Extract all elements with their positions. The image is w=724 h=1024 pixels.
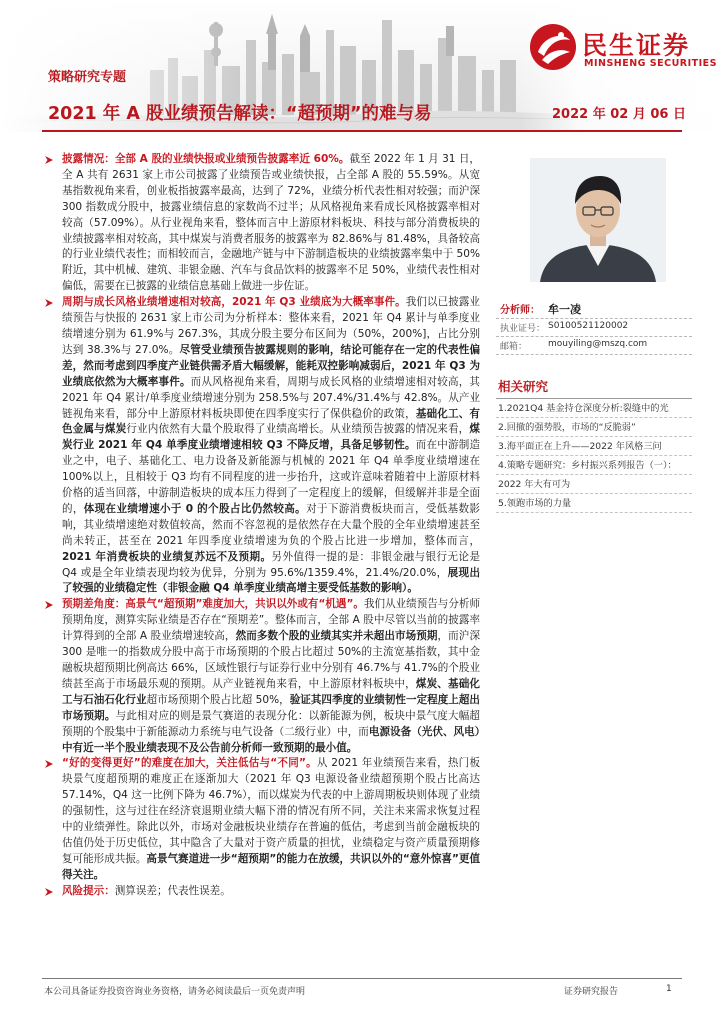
report-category: 策略研究专题 [48,70,127,85]
sidebar [496,152,692,513]
red-arrow-icon [44,298,54,308]
footer-report-type: 证券研究报告 [564,987,619,997]
body-text: 对于下游消费板块而言，受低基数影响，其业绩增速绝对数值较高，然而不容忽视的是依然存在大量个股的全年业绩增速甚至尚未转正，甚至在 2021 年四季度业绩增速为负的个股占比进一步增加，整体而言， [62,502,480,547]
emphasis-text: 展现出了较强的业绩稳定性（非银金融 Q4 单季度业绩高增主要受低基数的影响）。 [62,566,480,595]
red-arrow-icon [44,887,54,897]
red-arrow-icon [44,759,54,769]
summary-section-growth [42,295,480,597]
emphasis-text: 尽管受业绩预告披露规则的影响，结论可能存在一定的代表性偏差，然而考虑到四季度产业链供需矛盾大幅缓解，能耗双控影响减弱后，2021 年 Q3 为业绩底依然为大概率事件。 [62,343,480,388]
cert-number: S0100521120002 [548,321,629,331]
body-text: 行业内依然有大量个股取得了业绩高增长。从业绩预告披露的情况来看， [126,423,470,436]
body-text: 测算误差；代表性误差。 [114,884,231,897]
emphasis-text: 煤炭行业 2021 年 Q4 单季度业绩增速相较 Q3 不降反增，具备足够韧性。 [62,423,480,452]
summary-section-expectation-gap [42,597,480,756]
emphasis-text: 然而多数个股的业绩其实并未超出市场预期 [235,630,438,643]
related-research-heading: 相关研究 [496,377,692,399]
body-text: 另外值得一提的是：非银金融与银行无论是 Q4 或是全年业绩表现均较为优异，分别为 95.6%/1359.4%，21.4%/20.0%， [62,550,480,579]
minsheng-logo [528,22,717,74]
emphasis-text: 电源设备（光伏、风电）中有近一半个股业绩表现不及公告前分析师一致预期的最小值。 [62,725,480,754]
body-text: ，而沪深 300 是唯一的指数成分股中高于市场预期的个股占比超过 50%的主流宽基指数，其中金融板块超预期比例高达 66%，区域性银行与证券行业中分别有 46.7%与 41.7%的个股业绩甚至高于市场最乐观的预期。从产业链视角来看，中上游原材料板块中， [62,630,480,690]
section-heading-text: “好的变得更好”的难度在加大，关注低估与“不同”。 [62,757,317,770]
body-text: 我们从业绩预告与分析师预期角度，测算实际业绩是否存在“预期差”。整体而言，全部 A 股中尽管以当前的披露率计算得到的全部 A 股业绩增速较高， [62,598,480,643]
footer-divider [42,978,682,979]
page-header [0,0,724,132]
section-text [62,296,480,594]
section-text [62,885,231,897]
brand-name-cn: 民生证券 [582,31,691,60]
body-text: 而从风格视角来看，周期与成长风格的业绩增速相对较高，其 2021 年 Q4 累计/单季度业绩增速分别为 258.5%与 207.4%/31.4%与 42.8%。从产业链视角来看，部分中上游原材料板块即使在四季度实行了保供稳价的政策， [62,375,480,420]
emphasis-text: 高景气赛道进一步“超预期”的能力在放缓，共识以外的“意外惊喜”更值得关注。 [62,852,480,881]
brand-name-en: MINSHENG SECURITIES [584,58,717,69]
body-text: 截至 2022 年 1 月 31 日，全 A 共有 2631 家上市公司披露了业绩预告或业绩快报，占全部 A 股的 55.59%。从宽基指数视角来看，创业板指披露率最高，达到了 72%，业绩分析代表性相对较强；而沪深 300 指数成分股中，披露业绩信息的家数尚不过半；从风格视角来看成长风格披露率相对较高（57.09%）。从行业视角来看，整体而言中上游原材料板块、科技与部分消费板块的业绩披露率相对较高，其中煤炭与消费者服务的披露率为 82.86%与 81.48%，具备较高的行业业绩代表性；而相较而言，金融地产链与中下游制造板块的业绩披露率集中于 50%附近，其中机械、建筑、非银金融、汽车与食品饮料的披露率不足 50%，业绩代表性相对偏低，需要在已披露的业绩信息基础上做进一步佐证。 [62,153,480,293]
footer-disclaimer: 本公司具备证券投资咨询业务资格，请务必阅读最后一页免责声明 [44,987,306,997]
email-label: 邮箱： [500,342,528,352]
cert-label: 执业证号： [500,324,546,334]
emphasis-text: 基础化工、有色金属与煤炭 [62,407,480,436]
related-research-item[interactable]: 2.回撤的强势股，市场的“反脆弱” [496,418,692,437]
report-summary [42,152,480,900]
analyst-role-label: 分析师： [500,305,540,316]
analyst-cert-row [496,319,692,335]
emphasis-text: 验证其四季度的业绩韧性一定程度上超出市场预期。 [62,693,480,722]
divider [496,354,692,355]
summary-section-risk [42,884,480,900]
section-text [62,757,480,880]
related-research-item[interactable]: 3.海平面正在上升——2022 年风格三问 [496,437,692,456]
section-heading-text: 风险提示： [62,884,115,897]
analyst-name-row [496,301,692,317]
summary-section-disclosure [42,152,480,295]
title-divider [42,130,682,132]
related-research-item[interactable]: 5.领跑市场的力量 [496,494,692,513]
section-heading-text: 披露情况：全部 A 股的业绩快报或业绩预告披露率近 60%。 [62,153,350,165]
related-research-item[interactable]: 1.2021Q4 基金持仓深度分析:裂缝中的光 [496,399,692,418]
related-research-item[interactable]: 4.策略专题研究：乡村振兴系列报告（一）： [496,456,692,475]
analyst-email-link[interactable]: mouyiling@mszq.com [548,339,648,349]
emphasis-text: 煤炭、基础化工与石油石化行业 [62,677,480,706]
related-research-item[interactable]: 2022 年大有可为 [496,475,692,494]
red-arrow-icon [44,155,54,165]
analyst-photo [530,158,666,282]
analyst-name: 牟一凌 [548,303,581,316]
section-heading-text: 预期差角度：高景气“超预期”难度加大，共识以外或有“机遇”。 [62,598,364,611]
section-text [62,153,480,292]
body-text: 与此相对应的则是景气赛道的表现分化：以新能源为例，板块中景气度大幅超预期的个股集中于新能源动力系统与电气设备（二级行业）中，而 [62,709,480,738]
page-number: 1 [666,984,672,994]
section-heading-text: 周期与成长风格业绩增速相对较高，2021 年 Q3 业绩底为大概率事件。 [62,296,406,309]
summary-section-outlook [42,756,480,883]
body-text: 超市场预期个股占比超 50%， [146,693,290,706]
analyst-email-row [496,337,692,353]
report-date: 2022 年 02 月 06 日 [552,107,686,122]
emphasis-text: 2021 年消费板块的业绩复苏远不及预期。 [62,550,272,563]
body-text: 我们以已披露业绩预告与快报的 2631 家上市公司为分析样本：整体来看，2021 年 Q4 累计与单季度业绩增速分别为 61.9%与 267.3%，其成分股主要分布区间为（50%，200%]，占比分别达到 38.3%与 27.0%。 [62,296,480,356]
red-arrow-icon [44,600,54,610]
body-text: 而在中游制造业之中，电子、基础化工、电力设备及新能源与机械的 2021 年 Q4 单季度业绩增速在 100%以上，且相较于 Q3 均有不同程度的进一步抬升，这或许意味着随着中上游原材料价格的适当回落，中游制造板块的成本压力得到了一定程度上的缓解，但缓解并非是全面的， [62,439,480,515]
report-title: 2021 年 A 股业绩预告解读：“超预期”的难与易 [48,104,432,124]
body-text: 从 2021 年业绩预告来看，热门板块景气度超预期的难度正在逐渐加大（2021 年 Q3 电源设备业绩超预期个股占比高达 57.14%，Q4 这一比例下降为 46.7%），而以煤炭为代表的中上游周期板块则体现了业绩的强韧性，这与过往在经济衰退期业绩大幅下滑的情况有所不同，关注未来需求恢复过程中的业绩弹性。除此以外，市场对金融板块业绩存在普遍的低估，考虑到当前金融板块的估值仍处于历史低位，其中隐含了大量对于资产质量的担忧，业绩稳定与资产质量预期修复可能形成共振。 [62,757,480,865]
emphasis-text: 体现在业绩增速小于 0 的个股占比仍然较高。 [83,502,307,515]
section-text [62,598,480,753]
minsheng-logo-mark-icon [528,22,578,72]
